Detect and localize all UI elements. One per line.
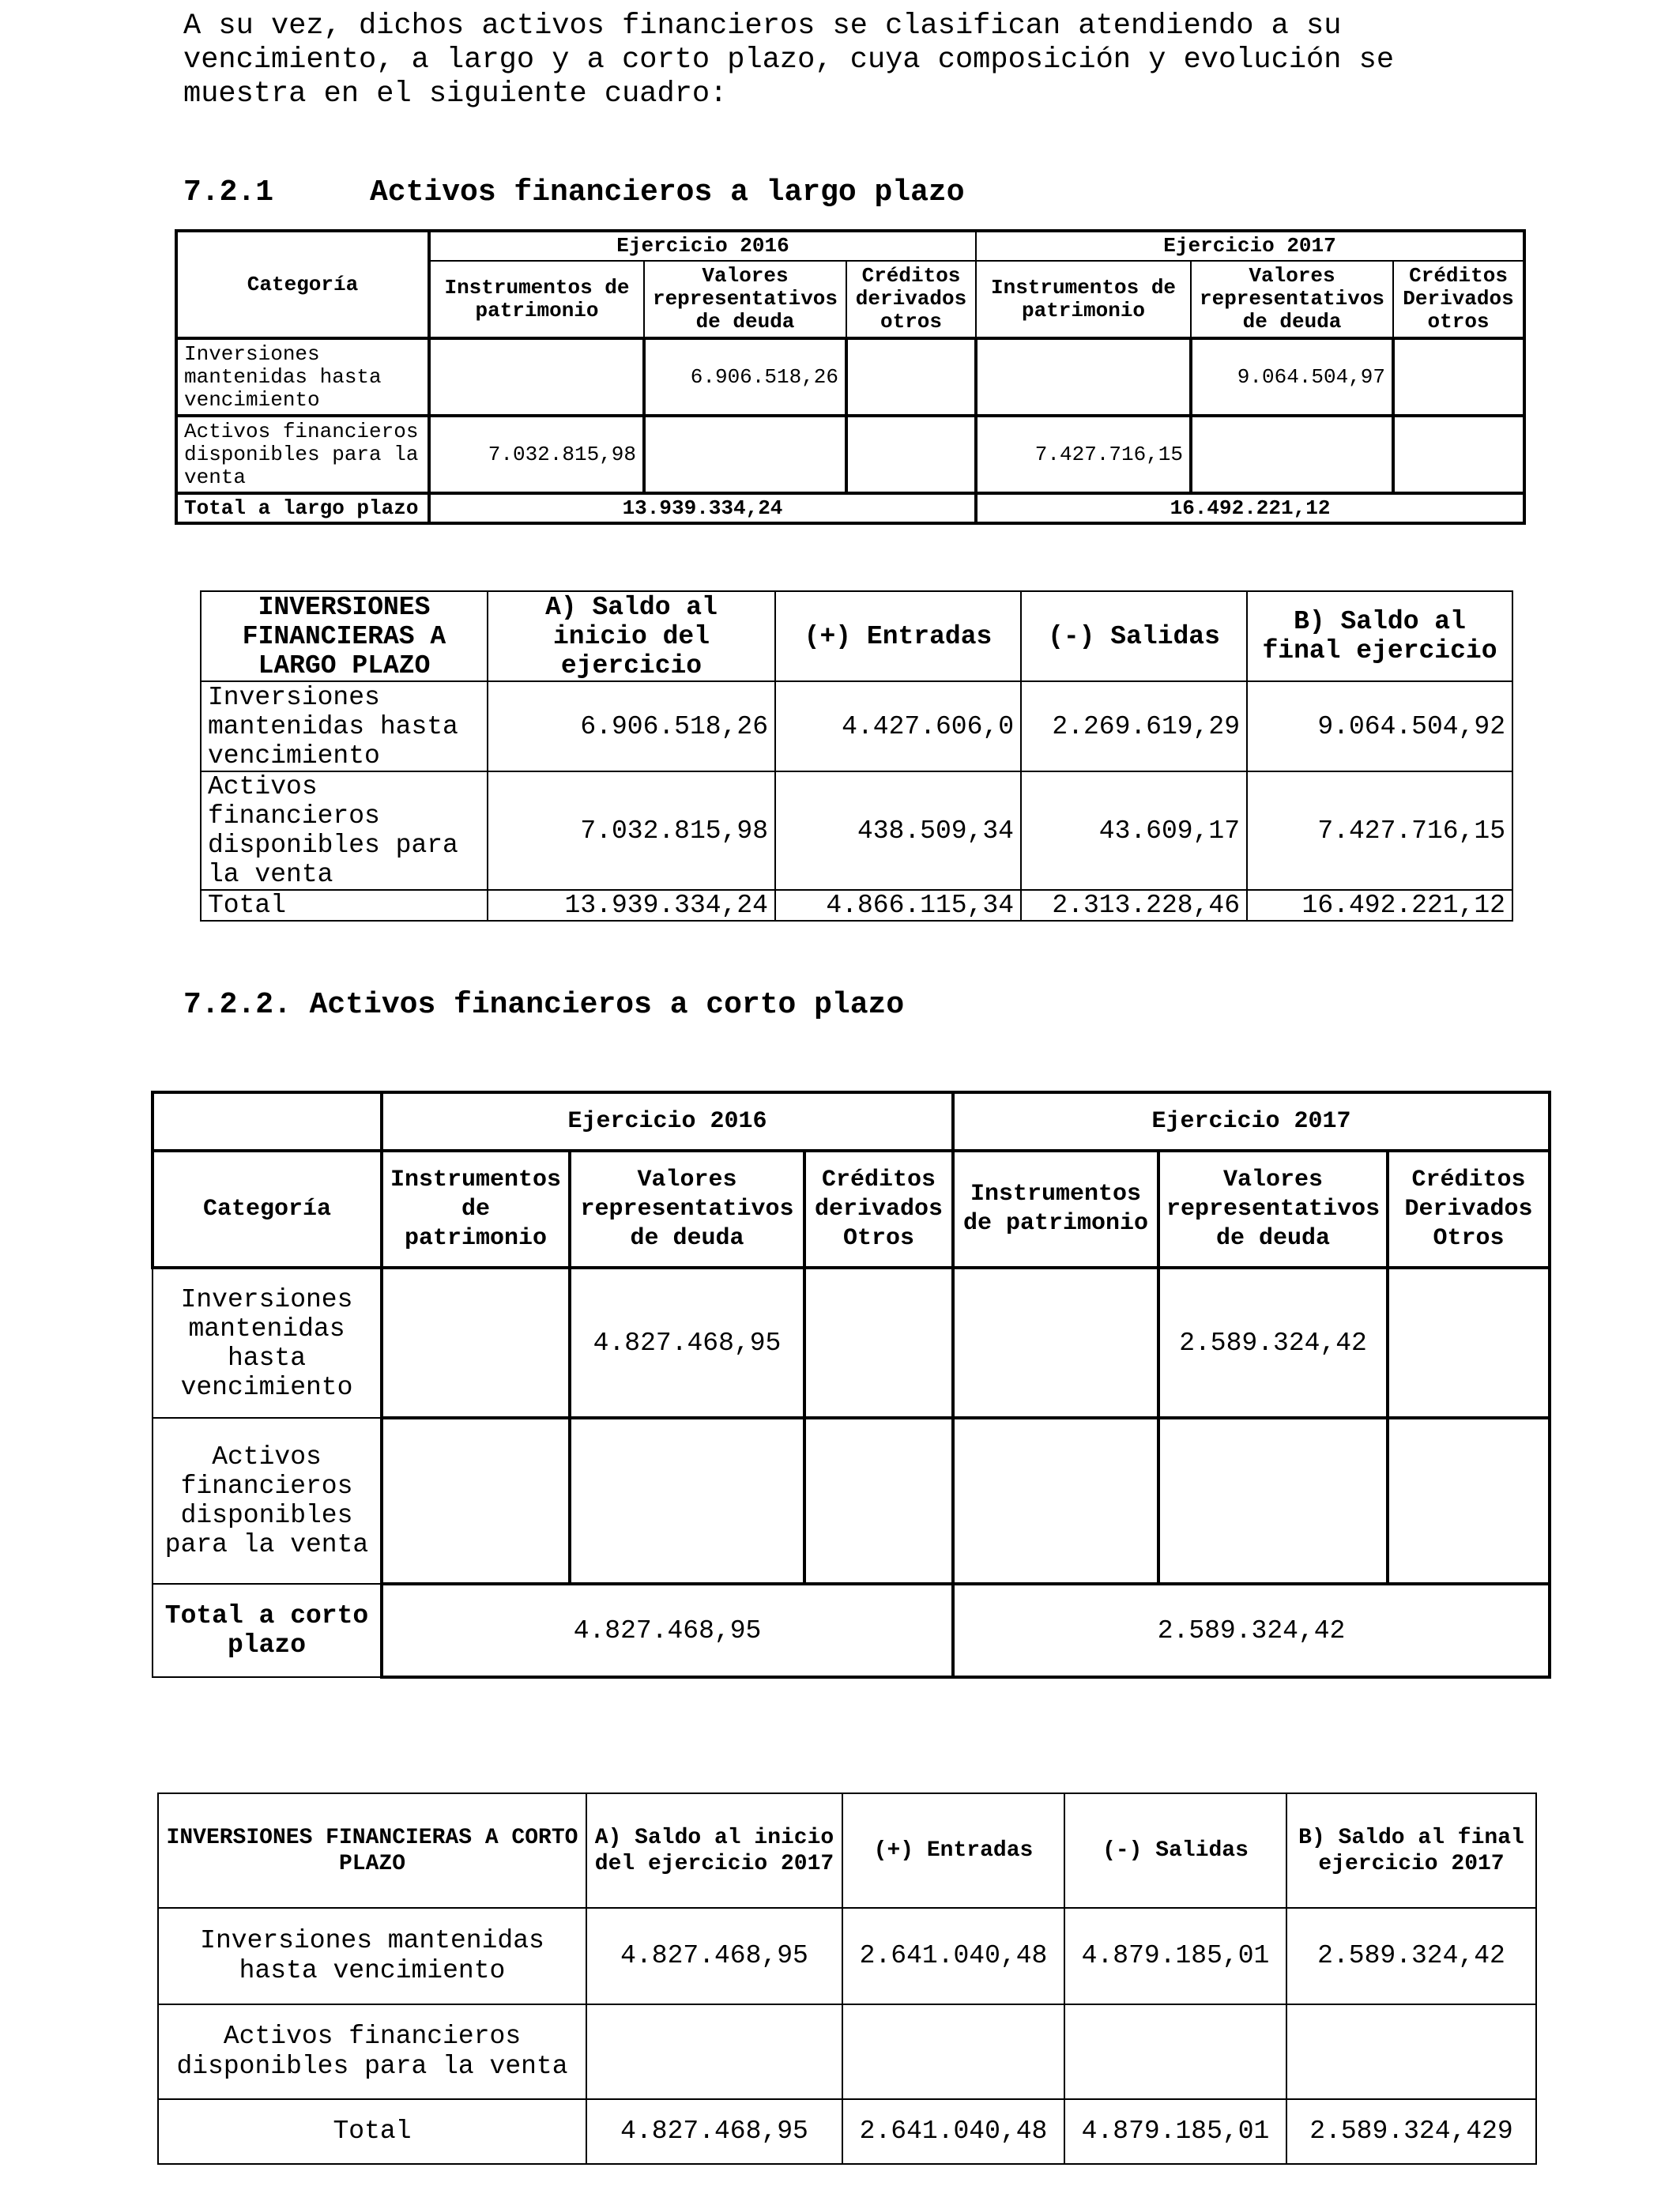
- long-term-assets-table: [175, 229, 1526, 525]
- cell: [1286, 2004, 1536, 2099]
- row-label: Inversiones mantenidas hasta vencimiento: [153, 1268, 382, 1418]
- table-row: [153, 1418, 1550, 1584]
- cell: [804, 1268, 953, 1418]
- cell: [570, 1418, 804, 1584]
- header-col: (+) Entradas: [842, 1793, 1064, 1908]
- cell: 6.906.518,26: [644, 338, 846, 416]
- total-row: [158, 2099, 1536, 2164]
- table-row: [201, 681, 1512, 771]
- short-term-assets-table: [151, 1091, 1551, 1679]
- cell: [586, 2004, 842, 2099]
- cell: [382, 1268, 570, 1418]
- cell: 4.866.115,34: [775, 890, 1021, 921]
- cell: 6.906.518,26: [488, 681, 775, 771]
- cell: 7.032.815,98: [488, 771, 775, 890]
- total-row: [201, 890, 1512, 921]
- header-col: A) Saldo al inicio del ejercicio 2017: [586, 1793, 842, 1908]
- total-2017: 2.589.324,42: [953, 1584, 1550, 1677]
- cell: 9.064.504,92: [1247, 681, 1512, 771]
- cell: 4.427.606,0: [775, 681, 1021, 771]
- header-col: (-) Salidas: [1064, 1793, 1286, 1908]
- cell: [1064, 2004, 1286, 2099]
- header-col: (+) Entradas: [775, 591, 1021, 681]
- cell: [429, 338, 644, 416]
- long-term-movements-table: [200, 590, 1513, 922]
- header-col: Créditos derivados Otros: [804, 1151, 953, 1268]
- header-col: Créditos derivados otros: [846, 261, 976, 338]
- header-col: Valores representativos de deuda: [1158, 1151, 1388, 1268]
- cell: 7.427.716,15: [976, 416, 1191, 493]
- cell: [846, 338, 976, 416]
- row-label: Activos financieros disponibles para la venta: [176, 416, 429, 493]
- header-year-2016: Ejercicio 2016: [429, 231, 976, 261]
- cell: [1191, 416, 1393, 493]
- section-number: 7.2.1: [183, 175, 274, 209]
- cell: 2.641.040,48: [842, 2099, 1064, 2164]
- table-row: [201, 771, 1512, 890]
- header-categoria: Categoría: [153, 1151, 382, 1268]
- total-row: [176, 493, 1524, 523]
- section-heading-7-2-1: [183, 175, 965, 209]
- cell: [382, 1418, 570, 1584]
- row-label: Activos financieros disponibles para la venta: [153, 1418, 382, 1584]
- header-col: Valores representativos de deuda: [644, 261, 846, 338]
- row-label: Inversiones mantenidas hasta vencimiento: [176, 338, 429, 416]
- header-col: (-) Salidas: [1021, 591, 1247, 681]
- cell: 43.609,17: [1021, 771, 1247, 890]
- header-empty: [153, 1092, 382, 1151]
- header-col: Valores representativos de deuda: [1191, 261, 1393, 338]
- cell: 7.427.716,15: [1247, 771, 1512, 890]
- table-row: [153, 1268, 1550, 1418]
- cell: [644, 416, 846, 493]
- header-col: Instrumentos de patrimonio: [953, 1151, 1158, 1268]
- header-year-2017: Ejercicio 2017: [976, 231, 1524, 261]
- cell: 2.589.324,429: [1286, 2099, 1536, 2164]
- cell: [804, 1418, 953, 1584]
- table-row: [158, 1908, 1536, 2004]
- cell: 9.064.504,97: [1191, 338, 1393, 416]
- header-col: Valores representativos de deuda: [570, 1151, 804, 1268]
- header-col: Créditos Derivados otros: [1393, 261, 1524, 338]
- cell: [953, 1268, 1158, 1418]
- cell: 13.939.334,24: [488, 890, 775, 921]
- total-2016: 13.939.334,24: [429, 493, 976, 523]
- cell: [976, 338, 1191, 416]
- total-label: Total a corto plazo: [153, 1584, 382, 1677]
- header-categoria: Categoría: [176, 231, 429, 338]
- table-row: [158, 2004, 1536, 2099]
- total-2017: 16.492.221,12: [976, 493, 1524, 523]
- header-col: Créditos Derivados Otros: [1388, 1151, 1550, 1268]
- cell: [1393, 338, 1524, 416]
- cell: 438.509,34: [775, 771, 1021, 890]
- header-col: A) Saldo al inicio del ejercicio: [488, 591, 775, 681]
- total-row: [153, 1584, 1550, 1677]
- intro-paragraph: A su vez, dichos activos financieros se clasifican atendiendo a su vencimiento, a largo y a corto plazo, cuya composición y evolución se muestra en el siguiente cuadro:: [183, 9, 1395, 111]
- total-2016: 4.827.468,95: [382, 1584, 953, 1677]
- total-label: Total a largo plazo: [176, 493, 429, 523]
- short-term-movements-table: [157, 1793, 1537, 2165]
- cell: 2.641.040,48: [842, 1908, 1064, 2004]
- cell: 4.827.468,95: [570, 1268, 804, 1418]
- row-label: Activos financieros disponibles para la venta: [201, 771, 488, 890]
- cell: 2.589.324,42: [1286, 1908, 1536, 2004]
- header-col: Instrumentos de patrimonio: [429, 261, 644, 338]
- cell: 2.589.324,42: [1158, 1268, 1388, 1418]
- cell: 2.313.228,46: [1021, 890, 1247, 921]
- cell: [1388, 1418, 1550, 1584]
- row-label: Total: [158, 2099, 586, 2164]
- table-row: [176, 416, 1524, 493]
- cell: 4.879.185,01: [1064, 1908, 1286, 2004]
- table-row: [176, 338, 1524, 416]
- cell: 16.492.221,12: [1247, 890, 1512, 921]
- row-label: Activos financieros disponibles para la venta: [158, 2004, 586, 2099]
- cell: 7.032.815,98: [429, 416, 644, 493]
- header-col: B) Saldo al final ejercicio: [1247, 591, 1512, 681]
- cell: [1388, 1268, 1550, 1418]
- cell: 4.827.468,95: [586, 2099, 842, 2164]
- cell: [842, 2004, 1064, 2099]
- header-col: Instrumentos de patrimonio: [976, 261, 1191, 338]
- cell: 4.879.185,01: [1064, 2099, 1286, 2164]
- section-title: Activos financieros a largo plazo: [370, 175, 965, 209]
- cell: [1158, 1418, 1388, 1584]
- row-label: Inversiones mantenidas hasta vencimiento: [158, 1908, 586, 2004]
- cell: [953, 1418, 1158, 1584]
- header-col: INVERSIONES FINANCIERAS A CORTO PLAZO: [158, 1793, 586, 1908]
- header-col: Instrumentos de patrimonio: [382, 1151, 570, 1268]
- header-year-2017: Ejercicio 2017: [953, 1092, 1550, 1151]
- header-col: B) Saldo al final ejercicio 2017: [1286, 1793, 1536, 1908]
- cell: 2.269.619,29: [1021, 681, 1247, 771]
- header-year-2016: Ejercicio 2016: [382, 1092, 953, 1151]
- section-heading-7-2-2: 7.2.2. Activos financieros a corto plazo: [183, 988, 905, 1022]
- row-label: Inversiones mantenidas hasta vencimiento: [201, 681, 488, 771]
- cell: [846, 416, 976, 493]
- cell: [1393, 416, 1524, 493]
- cell: 4.827.468,95: [586, 1908, 842, 2004]
- row-label: Total: [201, 890, 488, 921]
- header-col: INVERSIONES FINANCIERAS A LARGO PLAZO: [201, 591, 488, 681]
